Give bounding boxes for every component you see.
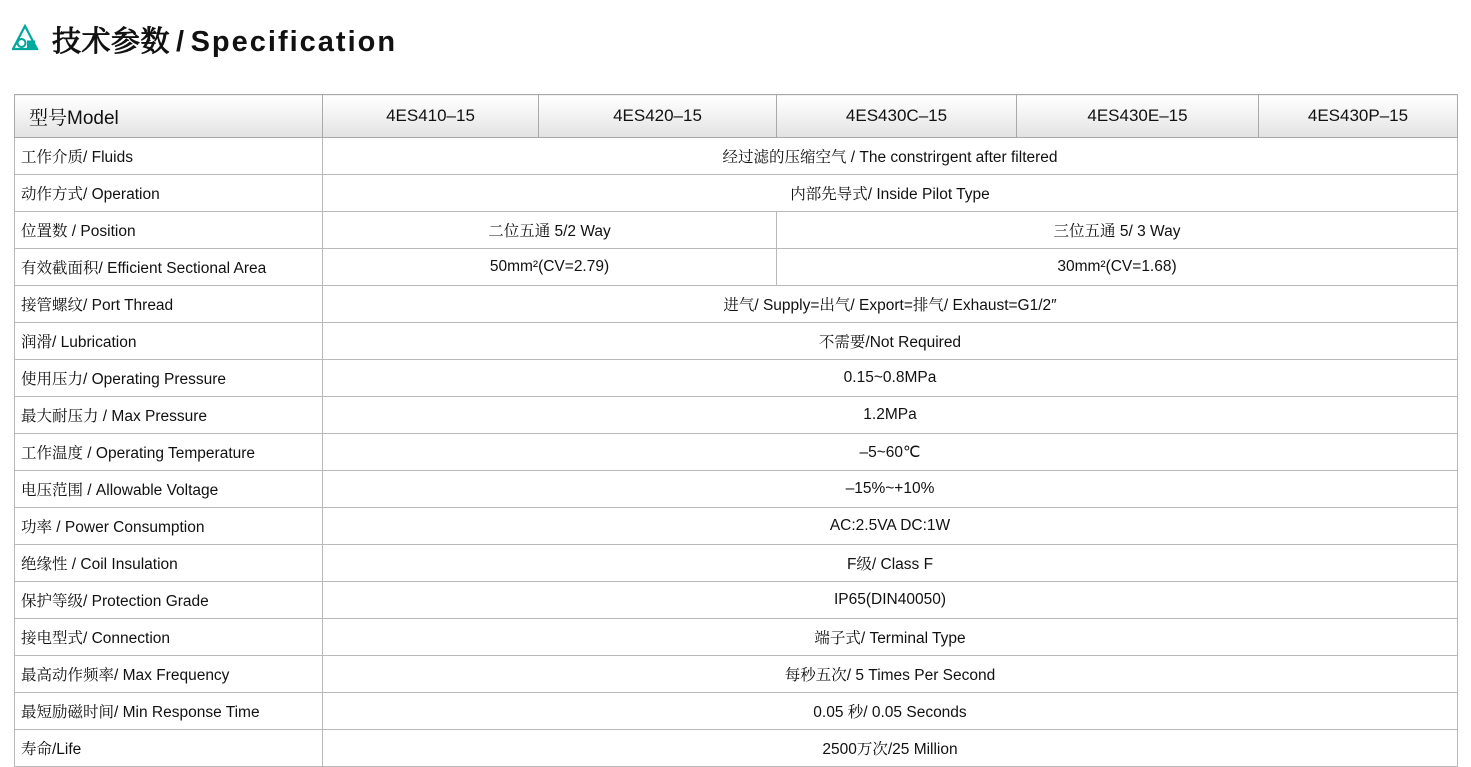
triangle-circle-square-logo-icon xyxy=(12,24,40,54)
row-value: 二位五通 5/2 Way xyxy=(323,212,777,249)
row-value: AC:2.5VA DC:1W xyxy=(323,508,1458,545)
table-row xyxy=(15,175,1458,212)
row-value: 0.15~0.8MPa xyxy=(323,360,1458,397)
row-value: 端子式/ Terminal Type xyxy=(323,619,1458,656)
table-row xyxy=(15,360,1458,397)
row-value: 1.2MPa xyxy=(323,397,1458,434)
table-row xyxy=(15,582,1458,619)
table-row xyxy=(15,397,1458,434)
row-label: 寿命/Life xyxy=(15,730,323,767)
table-header-label: 型号Model xyxy=(15,95,323,138)
row-value: 内部先导式/ Inside Pilot Type xyxy=(323,175,1458,212)
table-header-model-4: 4ES430E–15 xyxy=(1017,95,1259,138)
row-label: 使用压力/ Operating Pressure xyxy=(15,360,323,397)
row-label: 功率 / Power Consumption xyxy=(15,508,323,545)
row-value: –15%~+10% xyxy=(323,471,1458,508)
row-value: 进气/ Supply=出气/ Export=排气/ Exhaust=G1/2″ xyxy=(323,286,1458,323)
row-label: 最高动作频率/ Max Frequency xyxy=(15,656,323,693)
row-label: 工作温度 / Operating Temperature xyxy=(15,434,323,471)
table-row xyxy=(15,286,1458,323)
table-header-row xyxy=(15,95,1458,138)
row-label: 绝缘性 / Coil Insulation xyxy=(15,545,323,582)
row-label: 接电型式/ Connection xyxy=(15,619,323,656)
row-value: 0.05 秒/ 0.05 Seconds xyxy=(323,693,1458,730)
table-header-model-1: 4ES410–15 xyxy=(323,95,539,138)
row-label: 保护等级/ Protection Grade xyxy=(15,582,323,619)
row-value: 经过滤的压缩空气 / The constrirgent after filtered xyxy=(323,138,1458,175)
table-row xyxy=(15,656,1458,693)
specification-table-wrapper xyxy=(0,62,1471,767)
row-label: 有效截面积/ Efficient Sectional Area xyxy=(15,249,323,286)
table-row xyxy=(15,212,1458,249)
row-value: 2500万次/25 Million xyxy=(323,730,1458,767)
page-title xyxy=(52,19,397,60)
page-title-separator: / xyxy=(176,25,185,58)
table-row xyxy=(15,138,1458,175)
page-title-en: Specification xyxy=(190,25,398,58)
row-value: 每秒五次/ 5 Times Per Second xyxy=(323,656,1458,693)
table-header-model-2: 4ES420–15 xyxy=(539,95,777,138)
table-row xyxy=(15,249,1458,286)
row-value: F级/ Class F xyxy=(323,545,1458,582)
row-value: IP65(DIN40050) xyxy=(323,582,1458,619)
table-row xyxy=(15,693,1458,730)
table-row xyxy=(15,434,1458,471)
row-label: 位置数 / Position xyxy=(15,212,323,249)
row-value: 30mm²(CV=1.68) xyxy=(777,249,1458,286)
table-row xyxy=(15,619,1458,656)
table-row xyxy=(15,545,1458,582)
row-label: 润滑/ Lubrication xyxy=(15,323,323,360)
row-value: 三位五通 5/ 3 Way xyxy=(777,212,1458,249)
row-label: 接管螺纹/ Port Thread xyxy=(15,286,323,323)
table-row xyxy=(15,508,1458,545)
table-header-model-5: 4ES430P–15 xyxy=(1259,95,1458,138)
table-row xyxy=(15,323,1458,360)
row-label: 工作介质/ Fluids xyxy=(15,138,323,175)
row-value: 不需要/Not Required xyxy=(323,323,1458,360)
table-row xyxy=(15,730,1458,767)
row-label: 电压范围 / Allowable Voltage xyxy=(15,471,323,508)
specification-table xyxy=(14,94,1458,767)
row-value: –5~60℃ xyxy=(323,434,1458,471)
page-title-cn: 技术参数 xyxy=(52,25,171,58)
page-header xyxy=(0,0,1471,62)
row-value: 50mm²(CV=2.79) xyxy=(323,249,777,286)
table-row xyxy=(15,471,1458,508)
table-header-model-3: 4ES430C–15 xyxy=(777,95,1017,138)
row-label: 最大耐压力 / Max Pressure xyxy=(15,397,323,434)
row-label: 最短励磁时间/ Min Response Time xyxy=(15,693,323,730)
row-label: 动作方式/ Operation xyxy=(15,175,323,212)
